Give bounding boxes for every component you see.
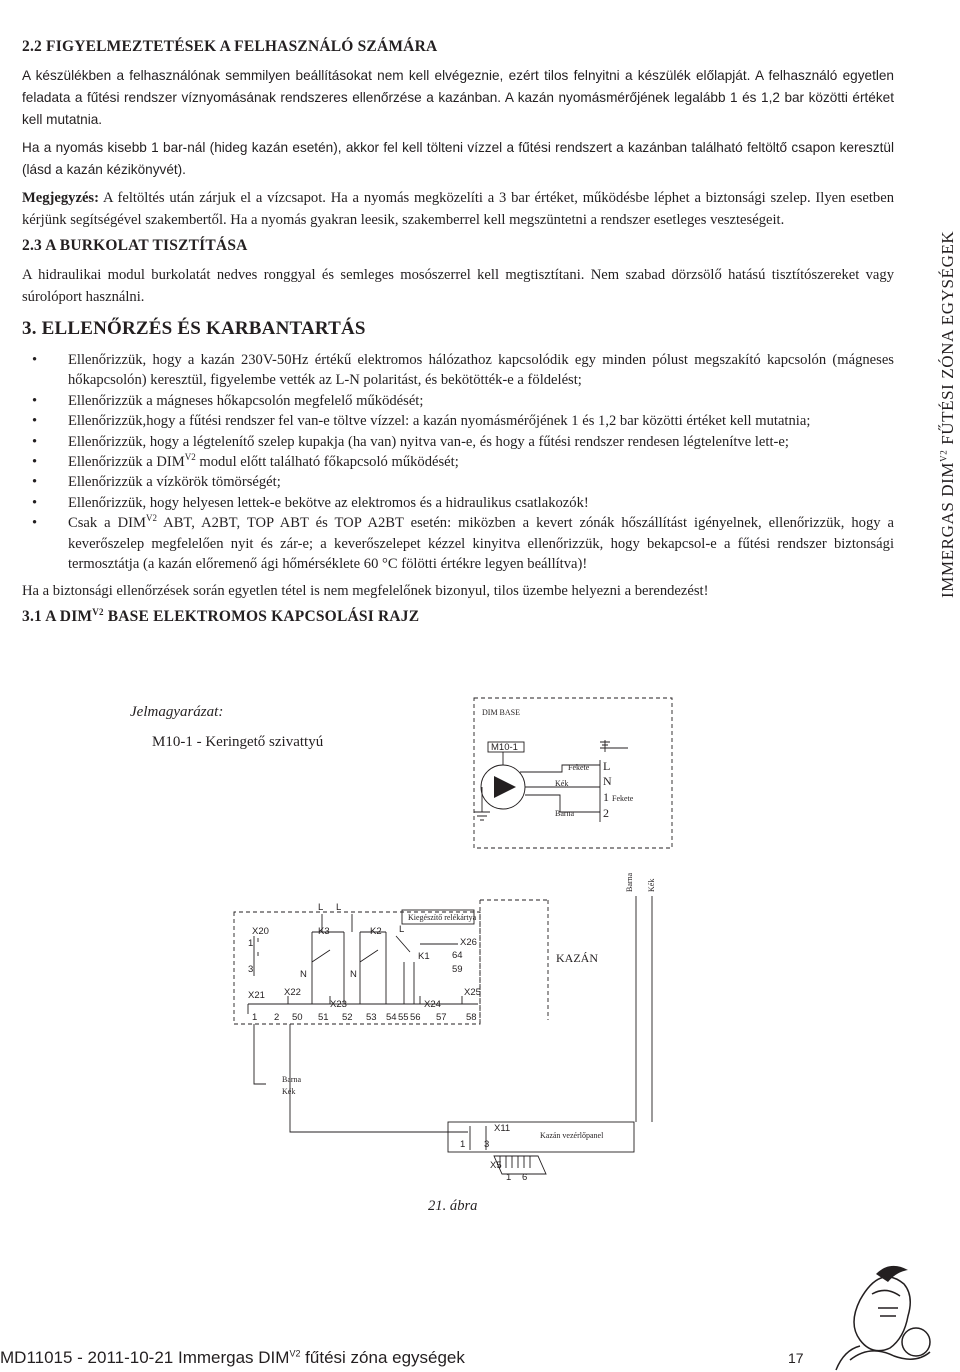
relay-label: K3	[318, 926, 330, 937]
relay-label: K2	[370, 926, 382, 937]
svg-text:64: 64	[452, 950, 463, 961]
pump-triangle	[494, 776, 516, 798]
section-3-title: 3. ELLENŐRZÉS ÉS KARBANTARTÁS	[22, 318, 366, 339]
svg-text:51: 51	[318, 1012, 329, 1023]
svg-text:54: 54	[386, 1012, 397, 1023]
svg-text:L: L	[318, 902, 324, 913]
svg-text:1: 1	[248, 938, 254, 949]
svg-text:57: 57	[436, 1012, 447, 1023]
svg-text:50: 50	[292, 1012, 303, 1023]
connector-label: X20	[252, 926, 269, 937]
svg-text:N: N	[350, 969, 357, 980]
svg-text:L: L	[399, 924, 405, 935]
page-number: 17	[788, 1350, 804, 1366]
x5-connector	[494, 1156, 546, 1174]
immergas-gladiator-logo	[820, 1260, 940, 1372]
svg-text:56: 56	[410, 1012, 421, 1023]
svg-text:59: 59	[452, 964, 463, 975]
connector-label: X26	[460, 937, 477, 948]
side-label-text: IMMERGAS $DIM^{V2}$ FŰTÉSI ZÓNA EGYSÉGEK	[938, 230, 957, 598]
svg-text:58: 58	[466, 1012, 477, 1023]
connector-label: X24	[424, 999, 441, 1010]
connector-label: X23	[330, 999, 347, 1010]
board-dashed-frame	[234, 912, 480, 1024]
svg-text:L: L	[336, 902, 342, 913]
svg-text:1: 1	[252, 1012, 258, 1023]
svg-text:2: 2	[274, 1012, 280, 1023]
section-3-1-title: 3.1 A $DIM^{V2}$ BASE ELEKTROMOS KAPCSOLÁSI RAJZ	[22, 607, 420, 626]
list-item: • Ellenőrizzük, hogy helyesen lettek-e bekötve az elektromos és a hidraulikus csatlakozók!	[22, 493, 894, 513]
svg-text:N: N	[300, 969, 307, 980]
terminal-label: 2	[603, 806, 609, 820]
bullet-icon: •	[32, 392, 38, 409]
wire-label: Fekete	[568, 763, 590, 772]
wire-label: Kék	[282, 1087, 296, 1096]
main-content	[22, 38, 894, 635]
wire-label: Kék	[647, 878, 656, 892]
svg-text:6: 6	[522, 1172, 528, 1183]
svg-text:52: 52	[342, 1012, 353, 1023]
figure-caption: 21. ábra	[428, 1198, 478, 1214]
svg-text:3: 3	[484, 1139, 490, 1150]
section-2-2-paragraph-1: A készülékben a felhasználónak semmilyen beállításokat nem kell elvégeznie, ezért tilos felnyitni a készülék előlapját. A felhasználó egyetlen feladata a fűtési rendszer víznyomásának rendszeres ellenőrzése a kazánban. A kazán nyomásmérőjének legalább 1 és 1,2 bar közötti értéket kell mutatnia.	[22, 68, 894, 127]
terminal-label: 1	[603, 790, 609, 804]
extra-relay-card-label: Kiegészítő relékártya	[408, 913, 477, 922]
boiler-panel-label: Kazán vezérlőpanel	[540, 1131, 604, 1140]
list-item: • Csak a $DIM^{V2}$ ABT, A2BT, TOP ABT és TOP A2BT esetén: miközben a kevert zónák hőszállítást igényelnek, ellenőrizzük, hogy a keverőszelep megfelelően nyit és zár-e; a keverőszelepet kézzel kinyitva ellenőrizzük, hogy bekapcsol-e a fűtési rendszer biztonsági termosztátja (a kazán előremenő ági hőmérséklete 60 °C fölötti értékre legyen beállítva)!	[32, 513, 894, 573]
bullet-icon: •	[32, 494, 38, 511]
section-2-3-title: 2.3 A BURKOLAT TISZTÍTÁSA	[22, 237, 248, 254]
svg-text:55: 55	[398, 1012, 409, 1023]
boiler-label: KAZÁN	[556, 951, 598, 965]
section-2-2-note	[22, 187, 894, 231]
list-item: • Ellenőrizzük, hogy a légtelenítő szelep kupakja (ha van) nyitva van-e, és hogy a fűtési rendszer rendesen légtelenítve lett-e;	[22, 432, 894, 452]
list-item: • Ellenőrizzük,hogy a fűtési rendszer fel van-e töltve vízzel: a kazán nyomásmérőjének 1 és 1,2 bar közötti értéket kell mutatnia;	[22, 411, 894, 431]
check-list	[22, 350, 894, 574]
wiring-diagram	[0, 690, 960, 1200]
dim-base-frame	[474, 698, 672, 848]
bullet-icon: •	[32, 515, 38, 532]
wire-label: Barna	[282, 1075, 302, 1084]
bullet-icon: •	[32, 413, 38, 430]
bullet-icon: •	[32, 352, 38, 368]
wire-label: Barna	[625, 872, 634, 892]
wire-label: Barna	[555, 809, 575, 818]
svg-text:3: 3	[248, 964, 254, 975]
connector-label: X22	[284, 987, 301, 998]
safety-closing-sentence: Ha a biztonsági ellenőrzések során egyetlen tétel is nem megfelelőnek bizonyul, tilos üzembe helyezni a berendezést!	[22, 583, 709, 600]
svg-text:1: 1	[460, 1139, 466, 1150]
svg-text:1: 1	[506, 1172, 512, 1183]
connector-label: X25	[464, 987, 481, 998]
bullet-icon: •	[32, 433, 38, 450]
bullet-icon: •	[32, 474, 38, 491]
terminal-label: L	[603, 759, 611, 773]
list-item: • Ellenőrizzük, hogy a kazán 230V-50Hz értékű elektromos hálózathoz kapcsolódik egy minden pólust megszakító kapcsolón (mágneses hőkapcsolón) keresztül, figyelembe vették az L-N polaritást, és bekötötték-e a földelést;	[32, 352, 894, 389]
connector-label: X11	[494, 1123, 511, 1134]
connector-label: X5	[490, 1160, 502, 1171]
connector-label: X21	[248, 990, 265, 1001]
svg-text:53: 53	[366, 1012, 377, 1023]
footer-document-id: MD11015 - 2011-10-21 Immergas $DIM^{V2}$ fűtési zóna egységek	[0, 1348, 465, 1367]
legend-item: M10-1 - Keringető szivattyú	[152, 734, 324, 750]
list-item: • Ellenőrizzük a mágneses hőkapcsolón megfelelő működését;	[22, 391, 894, 411]
side-section-label	[918, 40, 958, 660]
m10-label: M10-1	[491, 742, 518, 753]
legend-title: Jelmagyarázat:	[130, 704, 224, 720]
bullet-icon: •	[32, 454, 38, 471]
relay-label: K1	[418, 951, 430, 962]
note-label: Megjegyzés:	[22, 190, 99, 206]
section-2-3-paragraph: A hidraulikai modul burkolatát nedves ronggyal és semleges mosószerrel kell megtisztítani. Nem szabad dörzsölő hatású tisztítószereket vagy súrolóport használni.	[22, 267, 894, 305]
wire-label: Fekete	[612, 794, 634, 803]
section-2-2-paragraph-2: Ha a nyomás kisebb 1 bar-nál (hideg kazán esetén), akkor fel kell tölteni vízzel a fűtési rendszert a kazánban található feltöltő csapon keresztül (lásd a kazán kézikönyvét).	[22, 140, 894, 177]
dim-base-label: DIM BASE	[482, 708, 521, 717]
list-item: • Ellenőrizzük a vízkörök tömörségét;	[22, 472, 894, 492]
wire-label: Kék	[555, 779, 569, 788]
note-text: A feltöltés után zárjuk el a vízcsapot. Ha a nyomás megközelíti a 3 bar értéket, működésbe léphet a biztonsági szelep. Ilyen esetben kérjünk segítségével szakembertől. Ha a nyomás gyakran leesik, szakemberrel kell megszüntetni a rendszer esetleges veszteségeit.	[22, 190, 894, 228]
terminal-label: N	[603, 774, 612, 788]
section-2-2-title: 2.2 FIGYELMEZTETÉSEK A FELHASZNÁLÓ SZÁMÁRA	[22, 38, 438, 55]
list-item: • Ellenőrizzük a $DIM^{V2}$ modul előtt található főkapcsoló működését;	[22, 452, 894, 472]
